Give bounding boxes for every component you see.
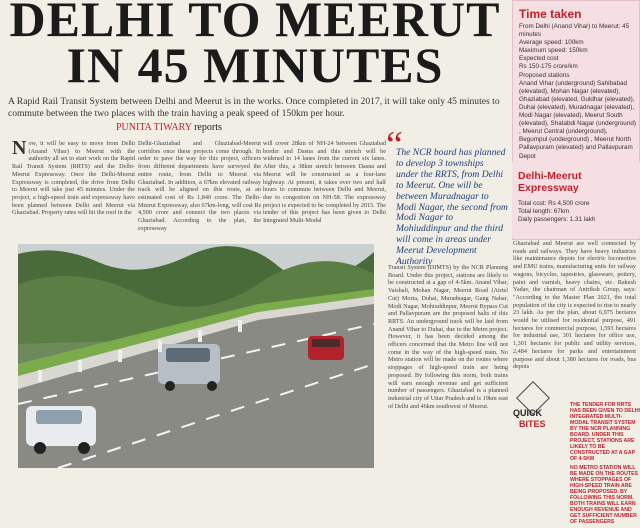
body-text-4: Transit System (DIMTS) by the NCR Planning Board. Under this project, stations are likely to be constructed at a gap of 4-5km. Anand Vihar, Vaishali, Mohan Nagar, Meerut Road (Airtel Cut) Morta, Duhai, Muradnagar, Gang Nahar, Modi Nagar, Mohiuddinpur, Meerut Bypass Cut and Pallavpuram are the proposed halts of this RRTS. An underground track will be laid from Anand Vihar to Duhai, due to the Metro project. However, it has been decided among the officers concerned that the Metro line will not come in the way of the high-speed train. No Metro station will be made on the routes where stoppages of high-speed train are being proposed. By following this norm, both trains will earn enough revenue and get sufficient number of passengers. Ghaziabad is a planned industrial city of Uttar Pradesh and is 19km east of Delhi and 46km southwest of Meerut.	[388, 264, 508, 410]
byline	[116, 122, 416, 133]
expressway-title: Delhi-Meerut Expressway	[518, 170, 582, 194]
quote-mark-icon: “	[386, 124, 403, 166]
body-column-5	[513, 240, 636, 390]
info-line: Anand Vihar (underground) Sahibabad (elevated), Mohan Nagar (elevated), Ghaziabad (elevated, Guldhar (elevated), Duhai (elevated), Muradnagar (elevated), Modi Nagar (elevated), Meerut South (elevated), Shatabdi Nagar (underground) , Meerut Central (underground), Begumpul (underground) , Meerut North Pallavpuram (elevated) and Pallavpuram Depot	[519, 79, 636, 160]
quick-bites-list	[570, 402, 640, 528]
info-line: Daily passengers: 1.31 lakh	[518, 216, 596, 224]
headline	[0, 0, 510, 92]
bites-label: BITES	[519, 419, 546, 429]
info-line: Average speed: 100km	[519, 39, 584, 47]
body-text-5: Ghaziabad and Meerut are well connected by roads and railways. They have heavy industries like maintenance depots for electric locomotive and EMU trains, manufacturing units for railway wagons, bicycles, tapestries, glassware, pottery, paint and varnish, heavy chains, etc. Rakesh Yadav, the chairman of Antriksh Group, says: "According to the Master Plan 2021, the total population of the city is expected to rise to nearly 23 lakh. As per the plan, about 6,975 hectares would be utilised for residential purpose, 491 hectares for commercial purpose, 1,593 hectares for industrial use, 301 hectares for office use, 1,301 hectares for public and utility services, 2,484 hectares for parks and entertainment purpose and about 1,380 hectares for roads, bus depots	[513, 240, 636, 371]
intro-paragraph: A Rapid Rail Transit System between Delhi and Meerut is in the works. Once completed in 2017, it will take only 45 minutes to commute between the two places with the train having a peak speed of 150km per hour.	[8, 96, 500, 119]
body-column-3	[263, 140, 386, 242]
body-text-3: will cover 28km of NH-24 between Ghaziabad border and Dasna and this stretch will be widened to 14 lanes from the current six lanes. After this, a 38km stretch between Dasna and Meerut will be constructed as a four-lane highway. At present, it takes over two and half hours to commute between Delhi and Meerut, due to congestion on NH-58. The expressway project is expected to be completed by 2015. The tender of this project has been given to Delhi Integrated Multi-Modal	[263, 140, 386, 225]
quick-label: QUICK	[513, 408, 542, 418]
byline-suffix: reports	[194, 122, 222, 133]
info-line: Proposed stations	[519, 71, 570, 79]
headline-line-2: IN 45 MINUTES	[66, 37, 444, 93]
time-taken-info	[519, 23, 637, 161]
car-red-icon	[308, 336, 344, 360]
time-taken-title: Time taken	[519, 7, 582, 21]
info-line: Expected cost	[519, 55, 559, 63]
expressway-info	[518, 200, 636, 224]
highway-photo	[18, 244, 374, 468]
body-text-1: ow, it will be easy to move from Delhi (Anand Vihar) to Meerut with the authority all set to start work on the Rapid Rail Transit System (RRTS) and the Delhi-Meerut Expressway. Once the Delhi-Meerut Expressway is completed, the drive from Delhi to Meerut will take just 45 minutes. Under the project, a high-speed train and expressway have been planned between Delhi and Meerut via Ghaziabad. Property rates will hit the roof in the	[12, 140, 135, 217]
info-line: Rs 150-175 crore/km	[519, 63, 578, 71]
body-column-1	[12, 137, 135, 242]
expressway-box	[512, 162, 640, 238]
quick-bites-logo	[513, 384, 565, 454]
drop-cap: N	[12, 137, 27, 159]
car-silver-icon	[158, 344, 220, 391]
byline-name: PUNITA TIWARY	[116, 122, 192, 133]
pull-quote-text: The NCR board has planned to develop 3 townships under the RRTS, from Delhi to Meerut. One will be between Muradnagar to Modi Nagar, the second from Modi Nagar to Mohiuddinpur and the third will come in areas under Meerut Development Authority	[396, 147, 508, 268]
info-line: From Delhi (Anand Vihar) to Meerut: 45 minutes	[519, 23, 630, 39]
pull-quote	[380, 124, 510, 268]
info-line: Total length: 67km	[518, 208, 570, 216]
body-column-2	[138, 140, 261, 242]
quick-bite-item: NO METRO STATION WILL BE MADE ON THE ROUTES WHERE STOPPAGES OF HIGH-SPEED TRAIN ARE BEING PROPOSED. BY FOLLOWING THIS NORM, BOTH TRAINS WILL EARN ENOUGH REVENUE AND GET SUFFICIENT NUMBER OF PASSENGERS	[570, 465, 639, 525]
info-line: Total cost: Rs 4,500 crore	[518, 200, 590, 207]
body-text-2: Delhi-Ghaziabad and Ghaziabad-Meerut corridors once these projects come through. In order to pave the way for this project, officers from different departments have surveyed the entire route, from Delhi to Meerut via Ghaziabad. In addition, a 67km elevated railway track will be aligned on this route, at an estimated cost of Rs 1,840 crore. The Delhi-Meerut Expressway, also 67km-long, will cost Rs 4,500 crore and connect the two places via Ghaziabad. According to the plan, the expressway	[138, 140, 261, 232]
body-column-4	[388, 264, 508, 468]
quick-bite-item: THE TENDER FOR RRTS HAS BEEN GIVEN TO DELHI INTEGRATED MULTI-MODAL TRANSIT SYSTEM BY THE NCR PLANNING BOARD. UNDER THIS PROJECT, STATIONS ARE LIKELY TO BE CONSTRUCTED AT A GAP OF 4-5KM	[570, 402, 640, 462]
headline-line-1: DELHI TO MEERUT	[9, 0, 501, 47]
info-line: Maximum speed: 150km	[519, 47, 588, 55]
